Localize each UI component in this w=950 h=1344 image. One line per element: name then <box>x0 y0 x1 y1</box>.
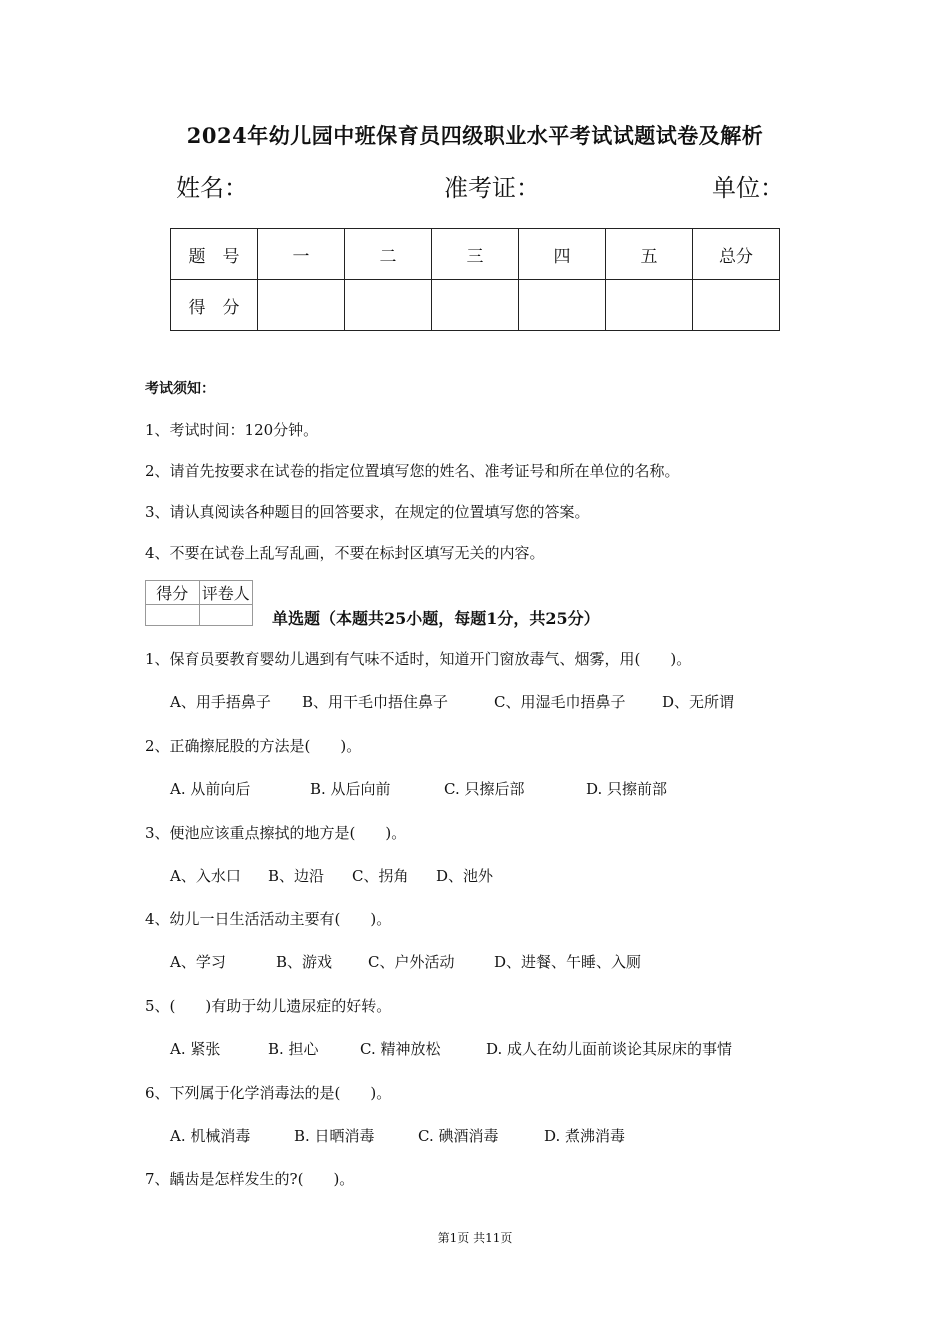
option[interactable]: B、用干毛巾捂住鼻子 <box>302 693 449 711</box>
option[interactable]: D. 成人在幼儿面前谈论其尿床的事情 <box>486 1040 733 1058</box>
option[interactable]: C. 精神放松 <box>360 1040 441 1058</box>
option[interactable]: A、学习 <box>170 953 226 971</box>
option[interactable]: B. 担心 <box>268 1040 319 1058</box>
score-cell[interactable] <box>693 280 780 331</box>
score-table-score-row <box>171 280 780 331</box>
score-table-header-cell: 五 <box>606 229 693 280</box>
question-text: 6、下列属于化学消毒法的是( )。 <box>145 1084 392 1102</box>
option[interactable]: D、无所谓 <box>662 693 735 711</box>
option[interactable]: D. 只擦前部 <box>586 780 668 798</box>
score-table <box>170 228 780 331</box>
score-cell[interactable] <box>519 280 606 331</box>
score-cell[interactable] <box>258 280 345 331</box>
question-text: 1、保育员要教育婴幼儿遇到有气味不适时，知道开门窗放毒气、烟雾，用( )。 <box>145 650 692 668</box>
option[interactable]: A、入水口 <box>170 867 241 885</box>
option[interactable]: A. 紧张 <box>170 1040 221 1058</box>
score-table-row-label: 得 分 <box>171 280 258 331</box>
option[interactable]: B. 日晒消毒 <box>294 1127 375 1145</box>
option[interactable]: B、边沿 <box>268 867 325 885</box>
question-text: 7、龋齿是怎样发生的?( )。 <box>145 1170 355 1188</box>
name-field-label: 姓名： <box>176 174 248 202</box>
grader-score-cell[interactable] <box>146 605 200 626</box>
option[interactable]: B. 从后向前 <box>310 780 391 798</box>
score-table-header-cell: 四 <box>519 229 606 280</box>
grader-score-label: 得分 <box>146 581 200 605</box>
score-table-header-cell: 二 <box>345 229 432 280</box>
question-text: 2、正确擦屁股的方法是( )。 <box>145 737 362 755</box>
notice-item: 3、请认真阅读各种题目的回答要求，在规定的位置填写您的答案。 <box>145 503 590 521</box>
question-text: 5、( )有助于幼儿遗尿症的好转。 <box>145 997 392 1015</box>
score-table-header-cell: 总分 <box>693 229 780 280</box>
score-table-header-row <box>171 229 780 280</box>
option[interactable]: D、池外 <box>436 867 494 885</box>
option[interactable]: A. 机械消毒 <box>170 1127 251 1145</box>
exam-number-field-label: 准考证： <box>444 174 540 202</box>
option[interactable]: A. 从前向后 <box>170 780 251 798</box>
option[interactable]: C、户外活动 <box>368 953 455 971</box>
notice-item: 2、请首先按要求在试卷的指定位置填写您的姓名、准考证号和所在单位的名称。 <box>145 462 680 480</box>
option[interactable]: C. 只擦后部 <box>444 780 525 798</box>
unit-field-label: 单位： <box>712 174 784 202</box>
question-text: 4、幼儿一日生活活动主要有( )。 <box>145 910 392 928</box>
score-cell[interactable] <box>345 280 432 331</box>
grader-name-cell[interactable] <box>199 605 253 626</box>
option[interactable]: D. 煮沸消毒 <box>544 1127 626 1145</box>
question-text: 3、便池应该重点擦拭的地方是( )。 <box>145 824 407 842</box>
candidate-fields <box>176 168 784 204</box>
score-table-header-cell: 题 号 <box>171 229 258 280</box>
option[interactable]: C、拐角 <box>352 867 409 885</box>
option[interactable]: C、用湿毛巾捂鼻子 <box>494 693 626 711</box>
page-footer: 第1页 共11页 <box>437 1231 513 1245</box>
option[interactable]: C. 碘酒消毒 <box>418 1127 499 1145</box>
score-table-header-cell: 三 <box>432 229 519 280</box>
section-title: 单选题（本题共25小题，每题1分，共25分） <box>272 609 600 628</box>
notice-title: 考试须知： <box>145 381 215 397</box>
grader-box <box>145 580 253 626</box>
notice-item: 1、考试时间：120分钟。 <box>145 421 319 439</box>
notice-item: 4、不要在试卷上乱写乱画，不要在标封区填写无关的内容。 <box>145 544 545 562</box>
grader-name-label: 评卷人 <box>199 581 253 605</box>
option[interactable]: A、用手捂鼻子 <box>170 693 271 711</box>
score-cell[interactable] <box>606 280 693 331</box>
option[interactable]: D、进餐、午睡、入厕 <box>494 953 642 971</box>
score-table-header-cell: 一 <box>258 229 345 280</box>
score-cell[interactable] <box>432 280 519 331</box>
document-title: 2024年幼儿园中班保育员四级职业水平考试试题试卷及解析 <box>186 123 764 148</box>
option[interactable]: B、游戏 <box>276 953 333 971</box>
